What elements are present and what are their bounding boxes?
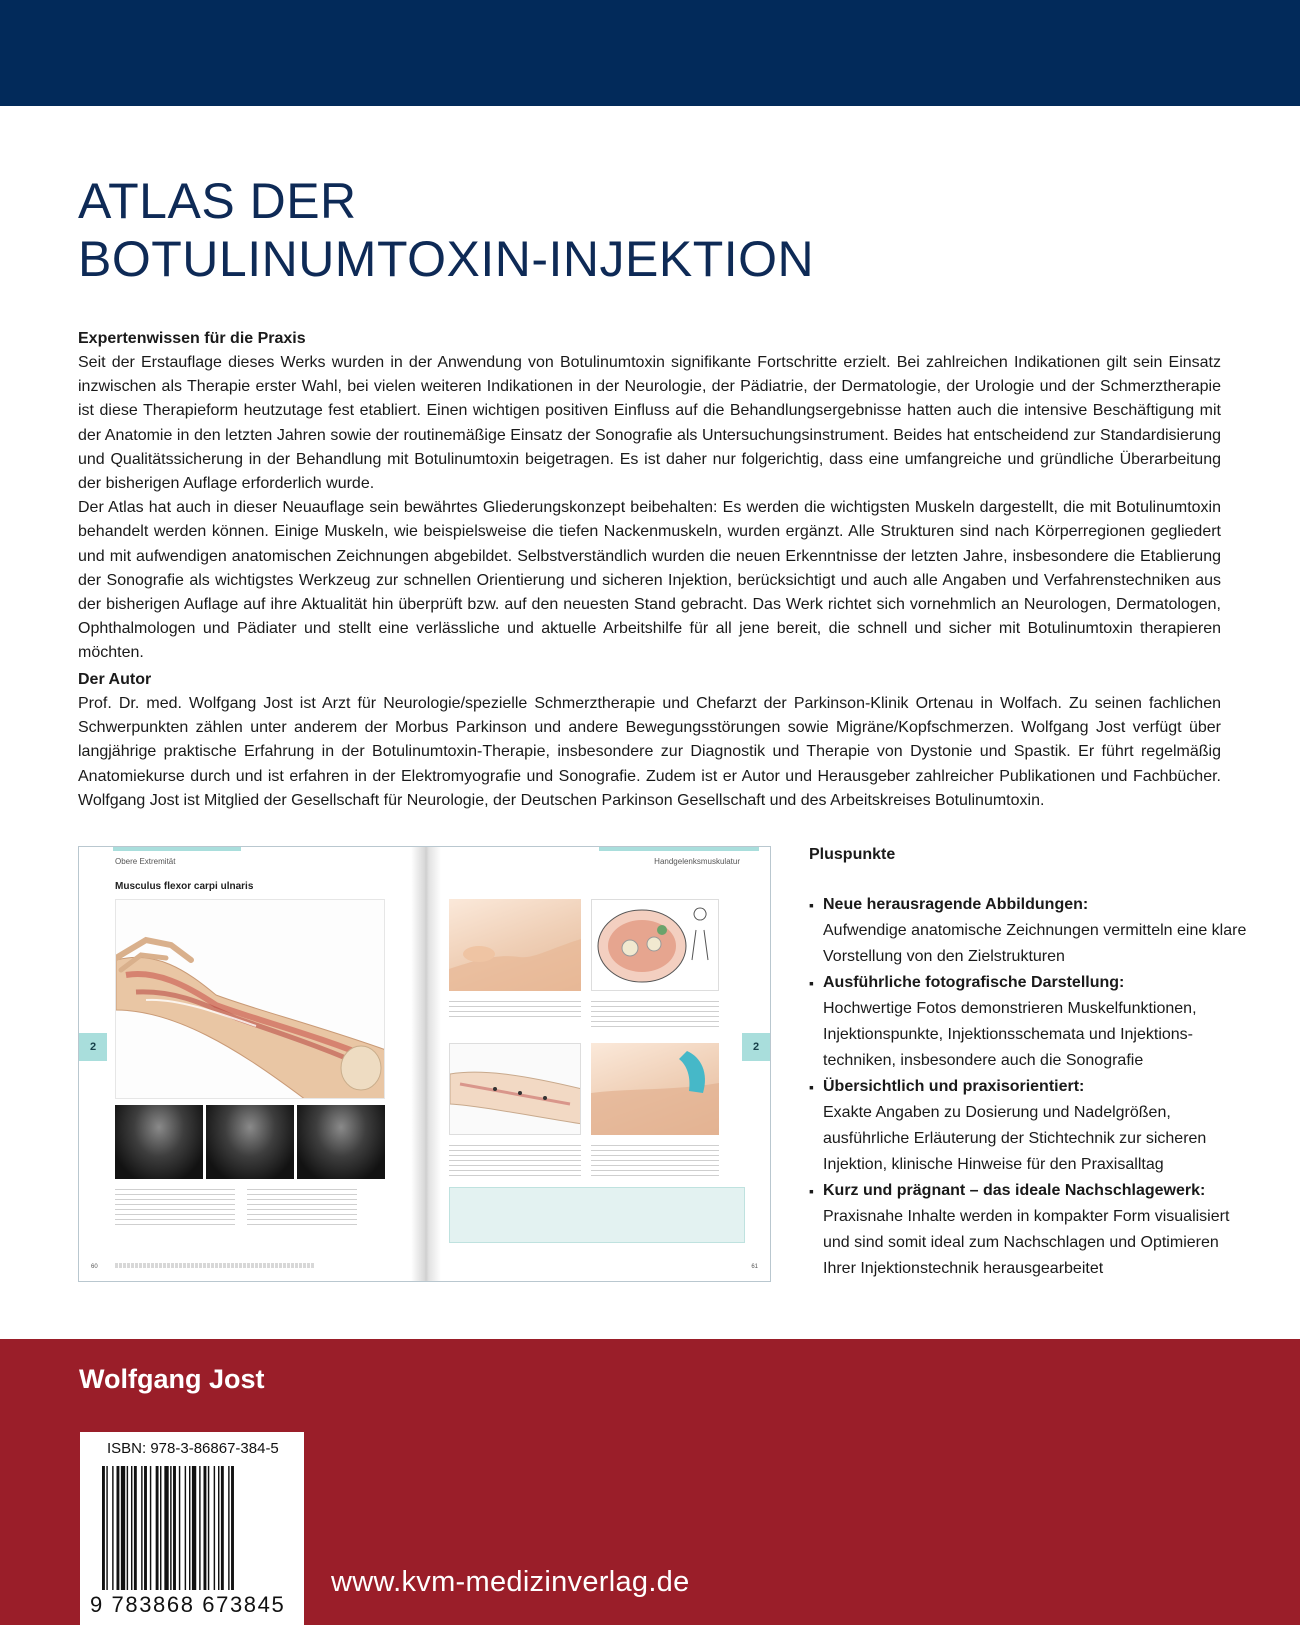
clinical-notes-box — [449, 1187, 745, 1243]
barcode-bar — [192, 1466, 196, 1590]
barcode-bar — [121, 1466, 125, 1590]
right-page — [429, 847, 770, 1281]
barcode-bar — [189, 1466, 190, 1590]
pluspunkte-list — [809, 842, 1249, 1282]
barcode-bar — [204, 1466, 207, 1590]
barcode-bar — [131, 1466, 132, 1590]
barcode-bar — [199, 1466, 200, 1590]
barcode-bar — [218, 1466, 219, 1590]
barcode-bar — [164, 1466, 168, 1590]
book-title-line-2: BOTULINUMTOXIN-INJEKTION — [78, 231, 815, 287]
chapter-tab-right: 2 — [742, 1033, 770, 1061]
barcode-bar — [112, 1466, 113, 1590]
list-item — [809, 892, 1249, 970]
list-item-text: Hochwertige Fotos demonstrieren Muskelfunktionen, Injektionspunkte, Injektionsschemata und Injektions-techniken, insbesondere auch die Sonografie — [823, 1000, 1197, 1069]
list-item-text: Praxisnahe Inhalte werden in kompakter Form visualisiert und sind somit ideal zum Nachschlagen und Optimieren Ihrer Injektionstechnik herausgearbeitet — [823, 1208, 1230, 1277]
ultrasound-image — [206, 1105, 294, 1179]
left-page — [79, 847, 421, 1281]
list-item-title: ▪ Übersichtlich und praxisorientiert: — [823, 1078, 1085, 1095]
section-heading: Expertenwissen für die Praxis — [78, 330, 306, 347]
list-item-title: ▪ Neue herausragende Abbildungen: — [823, 896, 1089, 913]
text-block-placeholder — [591, 1141, 719, 1177]
list-item-title: ▪ Kurz und prägnant – das ideale Nachschlagewerk: — [823, 1182, 1206, 1199]
text-block-placeholder — [449, 1141, 581, 1177]
barcode-bar — [150, 1466, 151, 1590]
text-block-placeholder — [591, 997, 719, 1027]
cross-section-illustration — [591, 899, 719, 991]
text-block-placeholder — [247, 1185, 357, 1225]
book-title-line-1: ATLAS DER — [78, 173, 357, 229]
ultrasound-image — [297, 1105, 385, 1179]
list-item — [809, 1074, 1249, 1178]
barcode-bar — [144, 1466, 147, 1590]
text-block-placeholder — [115, 1185, 235, 1225]
page-number-right: 61 — [751, 1264, 758, 1270]
publisher-url[interactable]: www.kvm-medizinverlag.de — [331, 1566, 690, 1598]
section-expertenwissen — [78, 327, 1221, 666]
running-header-left: Obere Extremität — [115, 857, 176, 866]
section-paragraph: Prof. Dr. med. Wolfgang Jost ist Arzt für Neurologie/spezielle Schmerztherapie und Chefarzt der Parkinson-Klinik Ortenau in Wolfach. Zu seinen fachlichen Schwerpunkten zählen unter anderem der Morbus Parkinson und andere Bewegungsstörungen sowie Migräne/Kopfschmerzen. Wolfgang Jost verfügt über langjährige praktische Erfahrung in der Botulinumtoxin-Therapie, insbesondere zur Diagnostik und Therapie von Dystonie und Spastik. Er führt regelmäßig Anatomiekurse durch und ist erfahren in der Elektromyografie und Sonografie. Zudem ist er Autor und Herausgeber zahlreicher Publikationen und Fachbücher. Wolfgang Jost ist Mitglied der Gesellschaft für Neurologie, der Deutschen Parkinson Gesellschaft und des Arbeitskreises Botulinumtoxin. — [78, 695, 1221, 809]
section-paragraph: Seit der Erstauflage dieses Werks wurden in der Anwendung von Botulinumtoxin signifikante Fortschritte erzielt. Bei zahlreichen Indikationen gilt sein Einsatz inzwischen als Therapie erster Wahl, bei vielen weiteren Indikationen in der Neurologie, der Pädiatrie, der Dermatologie, der Urologie und der Schmerztherapie ist diese Therapieform heutzutage fest etabliert. Einen wichtigen positiven Einfluss auf die Behandlungsergebnisse hatten auch die intensive Beschäftigung mit der Anatomie in den letzten Jahren sowie der routinemäßige Einsatz der Sonografie als Untersuchungsinstrument. Beides hat entscheidend zur Standardisierung und Qualitätssicherung in der Behandlung mit Botulinumtoxin beigetragen. Es ist daher nur folgerichtig, dass eine umfangreiche und gründliche Überarbeitung der bisherigen Auflage erforderlich wurde. — [78, 354, 1221, 493]
barcode-bar — [127, 1466, 128, 1590]
book-title — [78, 172, 814, 288]
pluspunkte-heading: Pluspunkte — [809, 846, 896, 863]
injection-scheme-illustration — [449, 1043, 581, 1135]
footnote-placeholder — [115, 1263, 315, 1268]
list-item-text: Exakte Angaben zu Dosierung und Nadelgrößen, ausführliche Erläuterung der Stichtechnik zur sicheren Injektion, klinische Hinweise für den Praxisalltag — [823, 1104, 1207, 1173]
author-name: Wolfgang Jost — [79, 1364, 265, 1394]
barcode-bar — [102, 1466, 105, 1590]
injection-photo — [591, 1043, 719, 1135]
section-paragraph: Der Atlas hat auch in dieser Neuauflage sein bewährtes Gliederungskonzept beibehalten: Es werden die wichtigsten Muskeln dargestellt, die mit Botulinumtoxin behandelt werden können. Einige Muskeln, wie beispielsweise die tiefen Nackenmuskeln, wurden ergänzt. Alle Strukturen sind nach Körperregionen gegliedert und mit aufwendigen anatomischen Zeichnungen abgebildet. Selbstverständlich wurden die neuen Erkenntnisse der letzten Jahre, insbesondere die Etablierung der Sonografie als wichtigstes Werkzeug zur schnellen Orientierung und sicheren Injektion, berücksichtigt und auch alle Angaben und Verfahrenstechniken aus der bisherigen Auflage auf ihre Aktualität hin überprüft bzw. auf den neuesten Stand gebracht. Das Werk richtet sich vornehmlich an Neurologen, Dermatologen, Ophthalmologen und Pädiater und stellt eine verlässliche und aktuelle Arbeitshilfe für all jene bereit, die schnell und sicher mit Botulinumtoxin therapieren möchten. — [78, 499, 1221, 662]
teal-rule — [113, 847, 241, 851]
barcode-bar — [134, 1466, 137, 1590]
teal-rule — [599, 847, 759, 851]
arm-drawing — [116, 900, 385, 1099]
book-gutter — [411, 847, 441, 1281]
hand-drawing — [449, 899, 581, 991]
chapter-tab-left: 2 — [79, 1033, 107, 1061]
book-spread-preview — [78, 846, 771, 1282]
barcode-bar — [228, 1466, 229, 1590]
barcode-box — [80, 1432, 304, 1625]
list-item — [809, 1178, 1249, 1282]
barcode-icon — [102, 1466, 282, 1590]
barcode-bar — [106, 1466, 107, 1590]
arm-photo — [449, 899, 581, 991]
barcode-bar — [141, 1466, 142, 1590]
running-header-right: Handgelenksmuskulatur — [654, 857, 740, 866]
barcode-bar — [221, 1466, 224, 1590]
injection-photo-drawing — [591, 1043, 719, 1135]
barcode-bar — [185, 1466, 186, 1590]
barcode-bar — [117, 1466, 120, 1590]
list-item — [809, 970, 1249, 1074]
section-heading: Der Autor — [78, 671, 152, 688]
isbn-text: ISBN: 978-3-86867-384-5 — [107, 1440, 279, 1457]
list-item-text: Aufwendige anatomische Zeichnungen vermitteln eine klare Vorstellung von den Zielstrukturen — [823, 922, 1247, 965]
list-item-title: ▪ Ausführliche fotografische Darstellung: — [823, 974, 1125, 991]
injection-scheme-drawing — [450, 1044, 581, 1135]
barcode-bar — [170, 1466, 171, 1590]
top-color-band — [0, 0, 1300, 106]
text-block-placeholder — [449, 997, 581, 1019]
muscle-title: Musculus flexor carpi ulnaris — [115, 881, 254, 892]
barcode-bar — [214, 1466, 215, 1590]
barcode-bar — [156, 1466, 159, 1590]
barcode-bar — [208, 1466, 209, 1590]
barcode-bar — [231, 1466, 234, 1590]
barcode-bar — [173, 1466, 176, 1590]
cross-section-drawing — [592, 900, 719, 991]
barcode-bar — [160, 1466, 161, 1590]
barcode-digits: 9 783868 673845 — [90, 1592, 286, 1617]
anatomical-arm-illustration — [115, 899, 385, 1099]
ultrasound-image — [115, 1105, 203, 1179]
barcode-bar — [179, 1466, 180, 1590]
page-number-left: 60 — [91, 1264, 98, 1270]
section-der-autor — [78, 668, 1221, 813]
ultrasound-images — [115, 1105, 385, 1179]
